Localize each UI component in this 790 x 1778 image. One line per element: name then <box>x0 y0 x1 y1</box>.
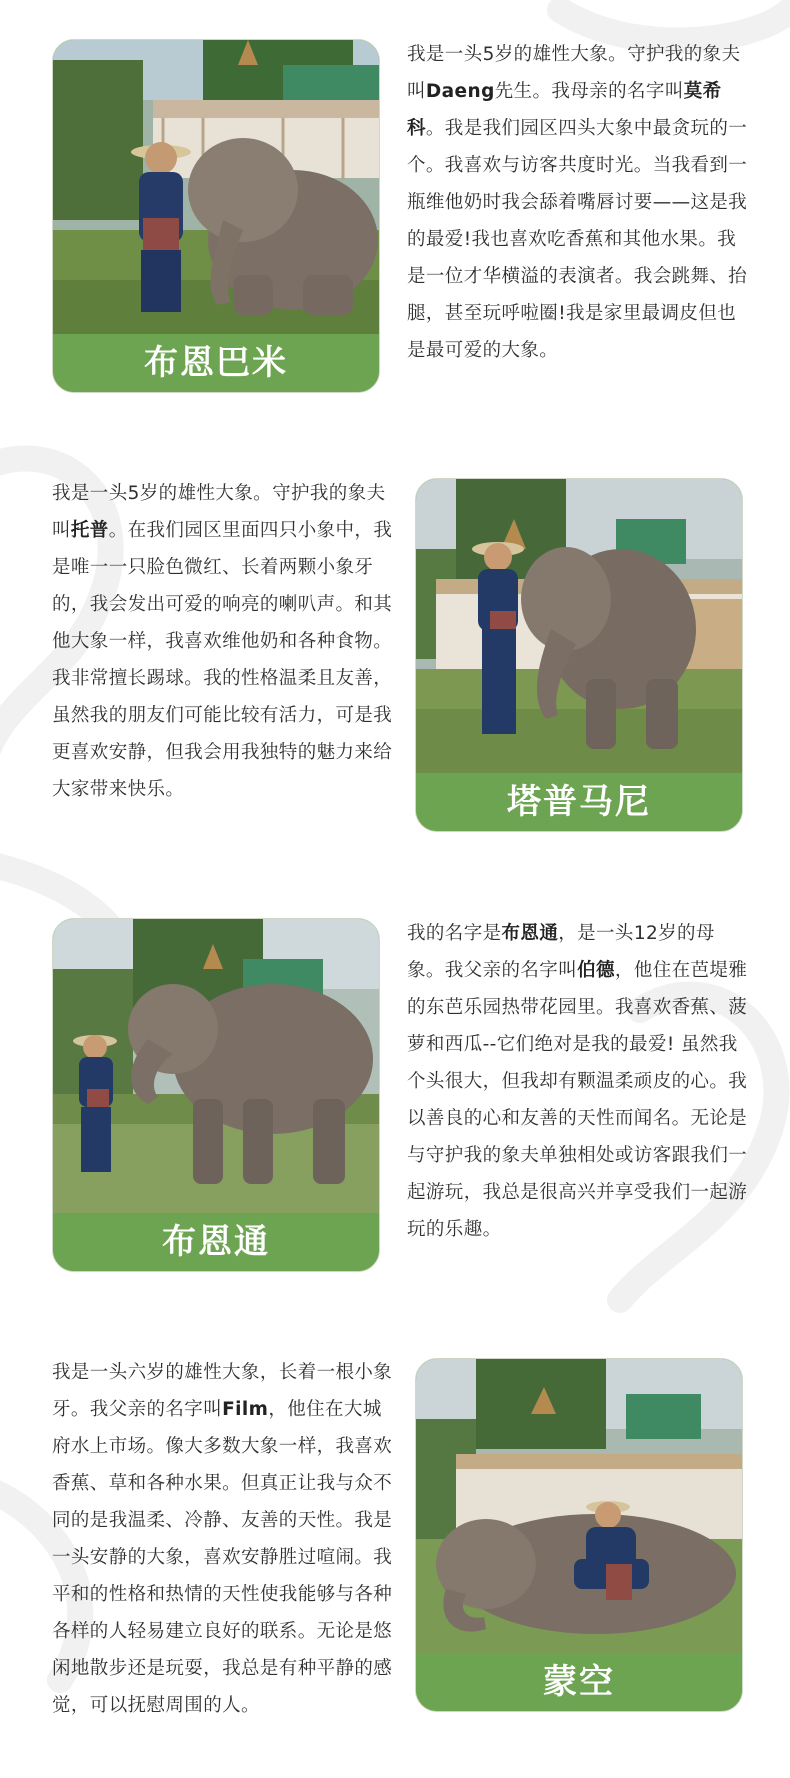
elephant-photo <box>53 919 379 1215</box>
highlighted-name: 伯德 <box>577 960 615 981</box>
highlighted-name: Film <box>222 1399 269 1420</box>
elephant-photo <box>416 479 742 775</box>
elephant-photo <box>416 1359 742 1655</box>
elephant-name-label: 塔普马尼 <box>416 773 742 831</box>
elephant-name-label: 布恩通 <box>53 1213 379 1271</box>
profile-card <box>415 1358 743 1712</box>
highlighted-name: 布恩通 <box>501 923 559 944</box>
description-text: ，是一头12岁的母象。我父亲的名字叫 <box>407 923 715 981</box>
description-text: 。在我们园区里面四只小象中，我是唯一一只脸色微红、长着两颗小象牙的，我会发出可爱的响亮的喇叭声。和其他大象一样，我喜欢维他奶和各种食物。我非常擅长踢球。我的性格温柔且友善，虽然我的朋友们可能比较有活力，可是我更喜欢安静，但我会用我独特的魅力来给大家带来快乐。 <box>52 520 393 800</box>
highlighted-name: 莫希科 <box>407 81 722 139</box>
description-text: 我是一头5岁的雄性大象。守护我的象夫叫 <box>407 44 741 102</box>
description-text: 我是一头5岁的雄性大象。守护我的象夫叫 <box>52 483 386 541</box>
profile-section-2 <box>0 440 790 880</box>
description-text: 我的名字是 <box>407 923 502 944</box>
elephant-description <box>52 1354 397 1724</box>
profile-section-4 <box>0 1320 790 1778</box>
description-text: 。我是我们园区四头大象中最贪玩的一个。我喜欢与访客共度时光。当我看到一瓶维他奶时我会舔着嘴唇讨要——这是我的最爱!我也喜欢吃香蕉和其他水果。我是一位才华横溢的表演者。我会跳舞、抬腿，甚至玩呼啦圈!我是家里最调皮但也是最可爱的大象。 <box>407 118 748 361</box>
profile-section-3 <box>0 880 790 1320</box>
profile-section-1 <box>0 0 790 420</box>
elephant-photo <box>53 40 379 336</box>
elephant-description <box>52 475 397 808</box>
highlighted-name: 托普 <box>70 520 109 541</box>
elephant-name-label: 蒙空 <box>416 1653 742 1711</box>
profile-card <box>415 478 743 832</box>
profile-card <box>52 39 380 393</box>
elephant-description <box>407 915 752 1248</box>
description-text: 先生。我母亲的名字叫 <box>494 81 684 102</box>
highlighted-name: Daeng <box>425 81 495 102</box>
elephant-description <box>407 36 752 369</box>
description-text: ，他住在芭堤雅的东芭乐园热带花园里。我喜欢香蕉、菠萝和西瓜--它们绝对是我的最爱! 虽然我个头很大，但我却有颗温柔顽皮的心。我以善良的心和友善的天性而闻名。无论是与守护我的象夫单独相处或访客跟我们一起游玩，我总是很高兴并享受我们一起游玩的乐趣。 <box>407 960 748 1240</box>
profile-card <box>52 918 380 1272</box>
description-text: 我是一头六岁的雄性大象，长着一根小象牙。我父亲的名字叫 <box>52 1362 393 1420</box>
elephant-name-label: 布恩巴米 <box>53 334 379 392</box>
description-text: ，他住在大城府水上市场。像大多数大象一样，我喜欢香蕉、草和各种水果。但真正让我与众不同的是我温柔、冷静、友善的天性。我是一头安静的大象，喜欢安静胜过喧闹。我平和的性格和热情的天性使我能够与各种各样的人轻易建立良好的联系。无论是悠闲地散步还是玩耍，我总是有种平静的感觉，可以抚慰周围的人。 <box>52 1399 393 1716</box>
